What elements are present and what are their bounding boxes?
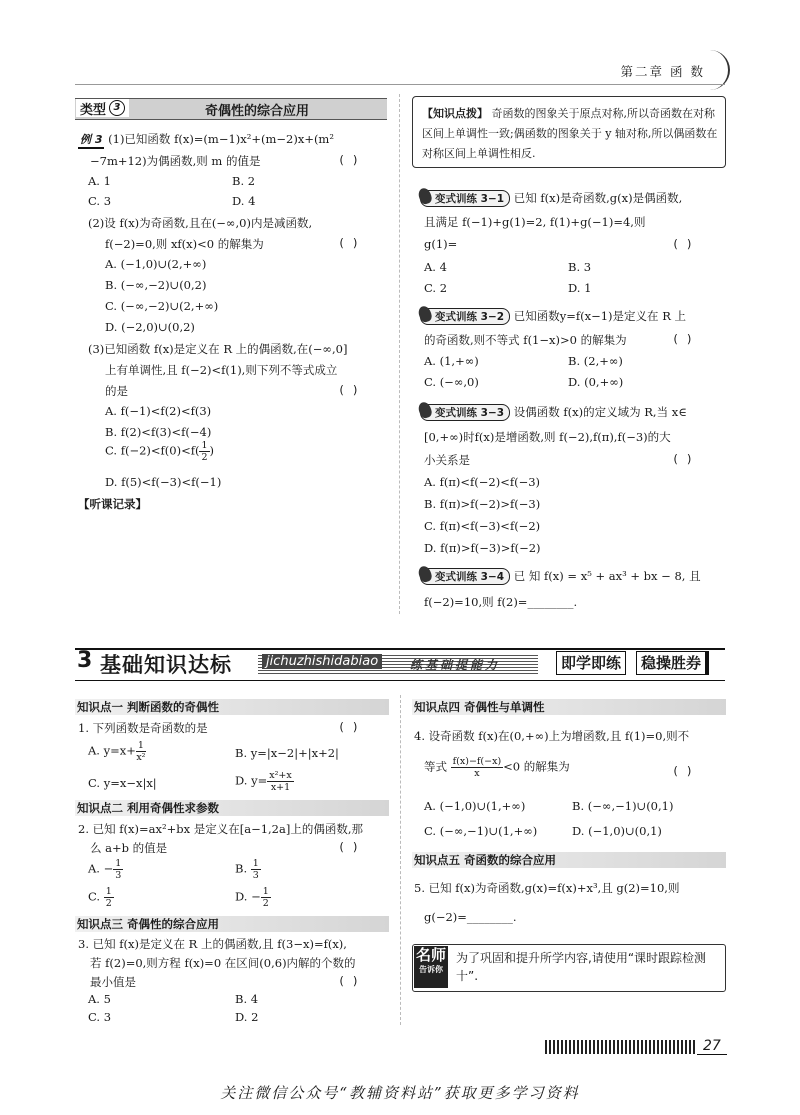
- variant-text: 已 知 f(x) = x⁵ + ax³ + bx − 8, 且: [513, 569, 701, 583]
- option: C. 3: [88, 194, 112, 208]
- option: B. 4: [235, 992, 259, 1006]
- variant-badge: 变式训练 3−2: [420, 308, 510, 325]
- banner-pinyin: jichuzhishidabiao: [262, 654, 382, 669]
- option: A. (−1,0)∪(1,+∞): [424, 799, 526, 813]
- option: A. 4: [424, 260, 447, 274]
- example-q3-line1: (3)已知函数 f(x)是定义在 R 上的偶函数,在(−∞,0]: [88, 342, 348, 356]
- kp-question: 5. 已知 f(x)为奇函数,g(x)=f(x)+x³,且 g(2)=10,则: [414, 881, 680, 895]
- variant-text: g(1)=: [424, 237, 458, 251]
- option-with-fraction: [88, 858, 123, 881]
- kp-question: 若 f(2)=0,则方程 f(x)=0 在区间(0,6)内解的个数的: [90, 956, 356, 970]
- kp-heading: 知识点二 利用奇偶性求参数: [75, 800, 389, 816]
- kp-question-fraction: [424, 756, 570, 779]
- fraction: $\frac{\text{x²+x}}{x+1}$: [269, 770, 292, 793]
- option: C. 3: [88, 1010, 112, 1024]
- kp-question: 2. 已知 f(x)=ax²+bx 是定义在[a−1,2a]上的偶函数,那: [78, 822, 363, 836]
- tip-text: [422, 104, 718, 164]
- type-title: 奇偶性的综合应用: [205, 104, 310, 119]
- option-text: C.: [88, 889, 104, 904]
- answer-paren: ( ): [338, 720, 359, 734]
- option-text: C. f(−2)<f(0)<f(: [105, 443, 200, 458]
- option: A. f(−1)<f(2)<f(3): [105, 404, 212, 418]
- tip-label: 【知识点拨】: [422, 107, 488, 120]
- example-q1-line1: (1)已知函数 f(x)=(m−1)x²+(m−2)x+(m²: [108, 132, 334, 146]
- fraction: $\frac{1}{2}$: [105, 886, 112, 909]
- option: A. (1,+∞): [424, 354, 479, 368]
- teacher-icon: [414, 946, 448, 988]
- kp-question-text: 等式: [424, 759, 447, 774]
- kp-question-text: <0 的解集为: [503, 759, 570, 774]
- answer-paren: ( ): [672, 237, 693, 251]
- option: B. 3: [568, 260, 592, 274]
- type-badge: [76, 99, 129, 117]
- option-with-fraction: [235, 770, 294, 793]
- variant-badge: 变式训练 3−1: [420, 190, 510, 207]
- option: D. 1: [568, 281, 592, 295]
- banner-subtitle: 练基础提能力: [410, 658, 501, 672]
- answer-paren: ( ): [338, 153, 359, 167]
- variant-line: [420, 568, 701, 585]
- kp-heading: 知识点四 奇偶性与单调性: [412, 699, 726, 715]
- option: B. (−∞,−1)∪(0,1): [572, 799, 674, 813]
- teacher-icon-sub: 告诉你: [419, 965, 443, 974]
- answer-paren: ( ): [338, 840, 359, 854]
- variant-text: 小关系是: [424, 453, 470, 467]
- option: D. (−1,0)∪(0,1): [572, 824, 662, 838]
- example-badge: 例 3: [78, 131, 104, 149]
- fraction: $\frac{1}{3}$: [252, 858, 259, 881]
- option-text: D. y=: [235, 773, 268, 788]
- teacher-icon-label: 名师: [415, 946, 446, 964]
- page-number: 27: [697, 1038, 727, 1055]
- option-with-fraction: [88, 740, 146, 763]
- example-line: [78, 131, 334, 149]
- option-text: D. −: [235, 889, 261, 904]
- option: C. 2: [424, 281, 448, 295]
- variant-line: [420, 404, 687, 421]
- option: C. y=x−x|x|: [88, 776, 157, 790]
- header-rule: [75, 84, 725, 85]
- answer-paren: ( ): [338, 383, 359, 397]
- footer-note: 关注微信公众号“教辅资料站”获取更多学习资料: [220, 1084, 580, 1102]
- option-with-fraction: [88, 886, 114, 909]
- example-q1-line2: −7m+12)为偶函数,则 m 的值是: [90, 154, 261, 168]
- option-text: B.: [235, 861, 251, 876]
- variant-text: 已知 f(x)是奇函数,g(x)是偶函数,: [513, 191, 683, 205]
- kp-question: g(−2)=________.: [424, 910, 517, 924]
- type-number-circle: 3: [109, 100, 125, 116]
- option: B. f(π)>f(−2)>f(−3): [424, 497, 541, 511]
- variant-badge: 变式训练 3−4: [420, 568, 510, 585]
- option-text: A. −: [88, 861, 114, 876]
- fraction: $\frac{f(x)-f(-x)}{x}$: [452, 756, 502, 779]
- answer-paren: ( ): [672, 764, 693, 778]
- fraction: $\frac{1}{2}$: [201, 440, 208, 463]
- kp-question: 1. 下列函数是奇函数的是: [78, 721, 208, 735]
- answer-paren: ( ): [338, 236, 359, 250]
- chapter-header: 第二章 函 数: [620, 64, 705, 79]
- option: A. 1: [88, 174, 111, 188]
- column-divider: [399, 94, 400, 614]
- variant-line: [420, 308, 686, 325]
- variant-text: 且满足 f(−1)+g(1)=2, f(1)+g(−1)=4,则: [424, 215, 646, 229]
- variant-text: 设偶函数 f(x)的定义域为 R,当 x∈: [513, 405, 687, 419]
- page-number-bar: [545, 1040, 695, 1054]
- option-with-fraction: [235, 886, 271, 909]
- option: A. f(π)<f(−2)<f(−3): [424, 475, 541, 489]
- kp-heading: 知识点三 奇偶性的综合应用: [75, 916, 389, 932]
- variant-text: [0,+∞)时f(x)是增函数,则 f(−2),f(π),f(−3)的大: [424, 430, 671, 444]
- answer-paren: ( ): [338, 974, 359, 988]
- example-q2-line2: f(−2)=0,则 xf(x)<0 的解集为: [105, 237, 264, 251]
- example-q3-line2: 上有单调性,且 f(−2)<f(1),则下列不等式成立: [105, 363, 338, 377]
- tip-content: 奇函数的图象关于原点对称,所以奇函数在对称区间上单调性一致;偶函数的图象关于 y 轴对称,所以偶函数在对称区间上单调性相反.: [422, 107, 718, 160]
- variant-text: f(−2)=10,则 f(2)=________.: [424, 595, 578, 609]
- column-divider-lower: [400, 695, 401, 1025]
- banner-title: 基础知识达标: [100, 653, 232, 677]
- option: C. (−∞,0): [424, 375, 479, 389]
- fraction: $\frac{1}{2}$: [262, 886, 269, 909]
- option: B. 2: [232, 174, 256, 188]
- option: C. (−∞,−2)∪(2,+∞): [105, 299, 219, 313]
- banner-box-2: 稳操胜券: [636, 651, 709, 675]
- option: C. f(π)<f(−3)<f(−2): [424, 519, 541, 533]
- kp-question: 最小值是: [90, 975, 136, 989]
- fraction: $\frac{1}{\text{x²}}$: [136, 740, 146, 763]
- banner-box-1: 即学即练: [556, 651, 626, 675]
- answer-paren: ( ): [672, 332, 693, 346]
- option: B. f(2)<f(3)<f(−4): [105, 425, 212, 439]
- option: B. (2,+∞): [568, 354, 623, 368]
- option: B. (−∞,−2)∪(0,2): [105, 278, 207, 292]
- kp-heading: 知识点一 判断函数的奇偶性: [75, 699, 389, 715]
- fraction: $\frac{1}{3}$: [115, 858, 122, 881]
- teacher-text: 为了巩固和提升所学内容,请使用“课时跟踪检测十”.: [456, 951, 707, 983]
- option: D. f(5)<f(−3)<f(−1): [105, 475, 222, 489]
- option-text: A. y=x+: [88, 743, 136, 758]
- option-with-fraction: [235, 858, 261, 881]
- kp-question: 3. 已知 f(x)是定义在 R 上的偶函数,且 f(3−x)=f(x),: [78, 937, 347, 951]
- option-with-fraction: C. f(−2)<f(0)<f( $\frac{1}{2}$ ): [105, 440, 214, 463]
- option: D. 2: [235, 1010, 259, 1024]
- variant-text: 已知函数y=f(x−1)是定义在 R 上: [513, 309, 687, 323]
- option: B. y=|x−2|+|x+2|: [235, 746, 339, 760]
- option: C. (−∞,−1)∪(1,+∞): [424, 824, 538, 838]
- variant-line: [420, 190, 682, 207]
- option: A. (−1,0)∪(2,+∞): [105, 257, 207, 271]
- option: D. f(π)>f(−3)>f(−2): [424, 541, 541, 555]
- notes-label: 【听课记录】: [78, 497, 147, 511]
- option: D. (−2,0)∪(0,2): [105, 320, 195, 334]
- variant-badge: 变式训练 3−3: [420, 404, 510, 421]
- banner-number: 3: [77, 648, 93, 673]
- variant-text: 的奇函数,则不等式 f(1−x)>0 的解集为: [424, 333, 627, 347]
- example-q2-line1: (2)设 f(x)为奇函数,且在(−∞,0)内是减函数,: [88, 216, 313, 230]
- option: D. (0,+∞): [568, 375, 624, 389]
- kp-question: 4. 设奇函数 f(x)在(0,+∞)上为增函数,且 f(1)=0,则不: [414, 729, 690, 743]
- answer-paren: ( ): [672, 452, 693, 466]
- example-q3-line3: 的是: [105, 384, 128, 398]
- type-badge-label: 类型: [80, 102, 107, 118]
- option: D. 4: [232, 194, 256, 208]
- kp-question: 么 a+b 的值是: [90, 841, 168, 855]
- kp-heading: 知识点五 奇函数的综合应用: [412, 852, 726, 868]
- option: A. 5: [88, 992, 111, 1006]
